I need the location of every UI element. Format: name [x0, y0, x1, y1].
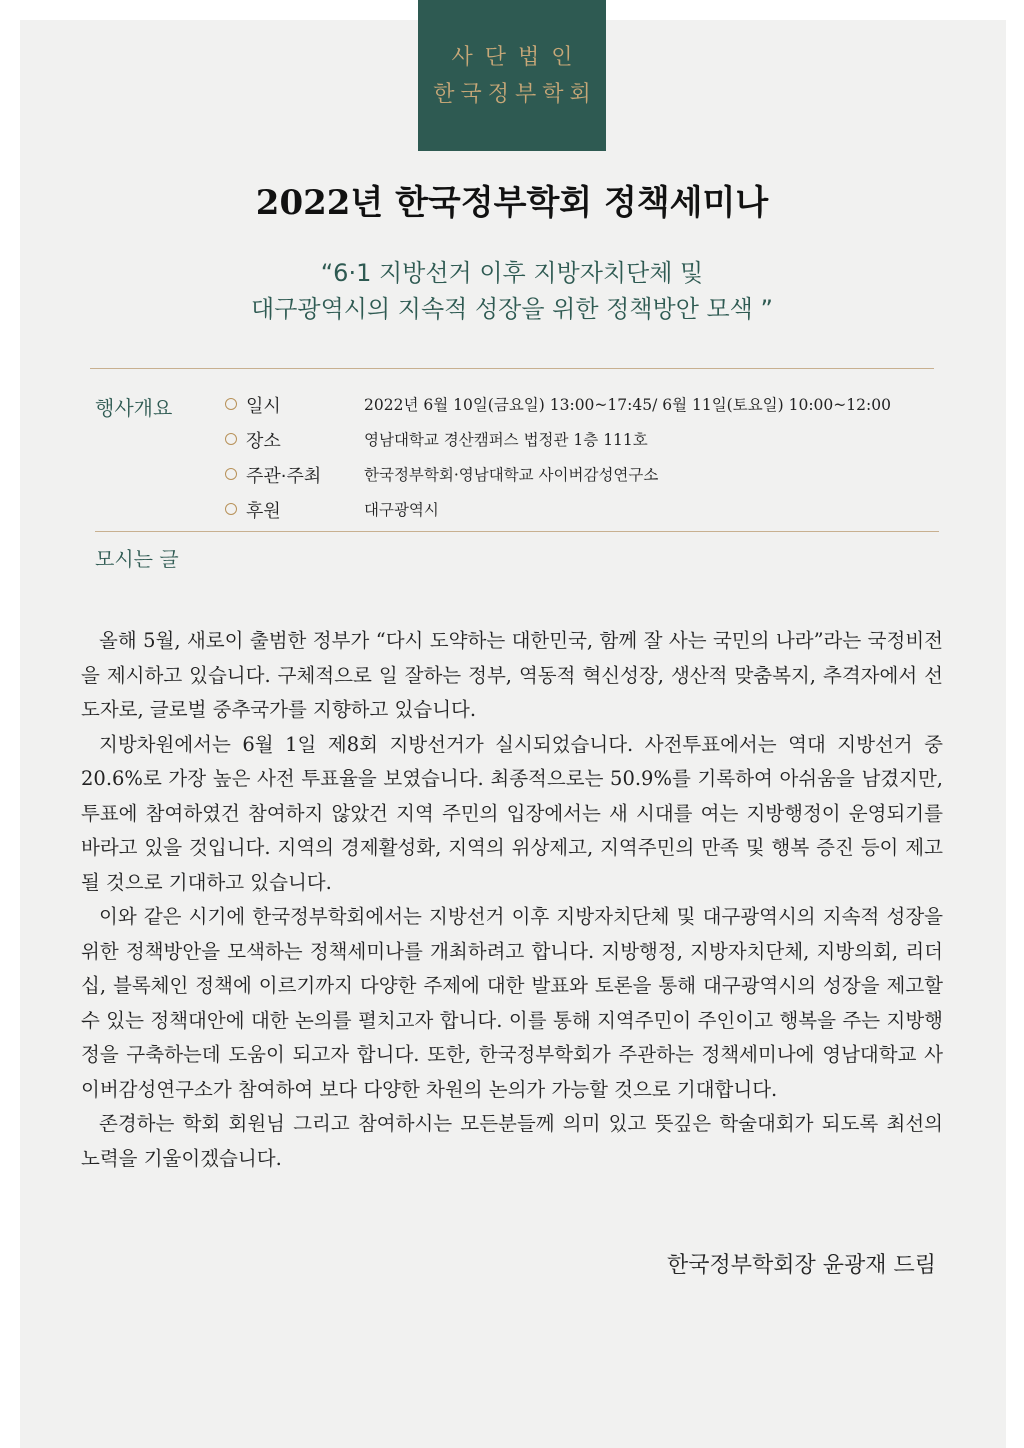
circle-bullet-icon: [225, 503, 237, 515]
info-label: 후원: [246, 501, 281, 522]
paragraph: 존경하는 학회 회원님 그리고 참여하시는 모든분들께 의미 있고 뜻깊은 학술대회가 되도록 최선의 노력을 기울이겠습니다.: [81, 1112, 943, 1170]
subtitle-line-2: 대구광역시의 지속적 성장을 위한 정책방안 모색 ”: [251, 295, 773, 323]
info-value: 한국정부학회·영남대학교 사이버감성연구소: [364, 466, 659, 484]
info-row-date: [222, 392, 942, 422]
seminar-subtitle: [0, 255, 1024, 327]
info-label: 장소: [246, 431, 281, 452]
page-title: 2022년 한국정부학회 정책세미나: [255, 183, 769, 223]
circle-bullet-icon: [225, 468, 237, 480]
info-label: 주관·주최: [246, 466, 322, 487]
circle-bullet-icon: [225, 398, 237, 410]
info-row-host: [222, 462, 942, 492]
badge-line-2: 한국정부학회: [433, 82, 597, 107]
subtitle-line-1: “6·1 지방선거 이후 지방자치단체 및: [320, 259, 704, 287]
invitation-letter-body: [81, 624, 943, 1176]
info-row-sponsor: [222, 497, 942, 527]
paragraph: 지방차원에서는 6월 1일 제8회 지방선거가 실시되었습니다. 사전투표에서는 역대 지방선거 중 20.6%로 가장 높은 사전 투표율을 보였습니다. 최종적으로는 50.9%를 기록하여 아쉬움을 남겼지만, 투표에 참여하였건 참여하지 않았건 지역 주민의 입장에서는 새 시대를 여는 지방행정이 운영되기를 바라고 있을 것입니다. 지역의 경제활성화, 지역의 위상제고, 지역주민의 만족 및 행복 증진 등이 제고될 것으로 기대하고 있습니다.: [81, 732, 943, 894]
paragraph: 이와 같은 시기에 한국정부학회에서는 지방선거 이후 지방자치단체 및 대구광역시의 지속적 성장을 위한 정책방안을 모색하는 정책세미나를 개최하려고 합니다. 지방행정, 지방자치단체, 지방의회, 리더십, 블록체인 정책에 이르기까지 다양한 주제에 대한 발표와 토론을 통해 대구광역시의 성장을 제고할 수 있는 정책대안에 대한 논의를 펼치고자 합니다. 이를 통해 지역주민이 주인이고 행복을 주는 지방행정을 구축하는데 도움이 되고자 합니다. 또한, 한국정부학회가 주관하는 정책세미나에 영남대학교 사이버감성연구소가 참여하여 보다 다양한 차원의 논의가 가능할 것으로 기대합니다.: [81, 905, 943, 1101]
organization-badge: [418, 0, 606, 151]
paragraph: 올해 5월, 새로이 출범한 정부가 “다시 도약하는 대한민국, 함께 잘 사는 국민의 나라”라는 국정비전을 제시하고 있습니다. 구체적으로 일 잘하는 정부, 역동적 혁신성장, 생산적 맞춤복지, 추격자에서 선도자로, 글로벌 중추국가를 지향하고 있습니다.: [81, 629, 943, 721]
info-value: 2022년 6월 10일(금요일) 13:00~17:45/ 6월 11일(토요일) 10:00~12:00: [364, 396, 891, 414]
signature: 한국정부학회장 윤광재 드림: [666, 1253, 936, 1278]
overview-section-label: 행사개요: [95, 396, 173, 420]
info-row-venue: [222, 427, 942, 457]
badge-line-1: 사단법인: [451, 45, 585, 70]
invitation-section-label: 모시는 글: [95, 547, 179, 571]
circle-bullet-icon: [225, 433, 237, 445]
divider-top: [90, 368, 934, 369]
info-value: 대구광역시: [364, 501, 439, 519]
divider-bottom: [95, 531, 939, 532]
info-value: 영남대학교 경산캠퍼스 법정관 1층 111호: [364, 431, 648, 449]
info-label: 일시: [246, 396, 281, 417]
